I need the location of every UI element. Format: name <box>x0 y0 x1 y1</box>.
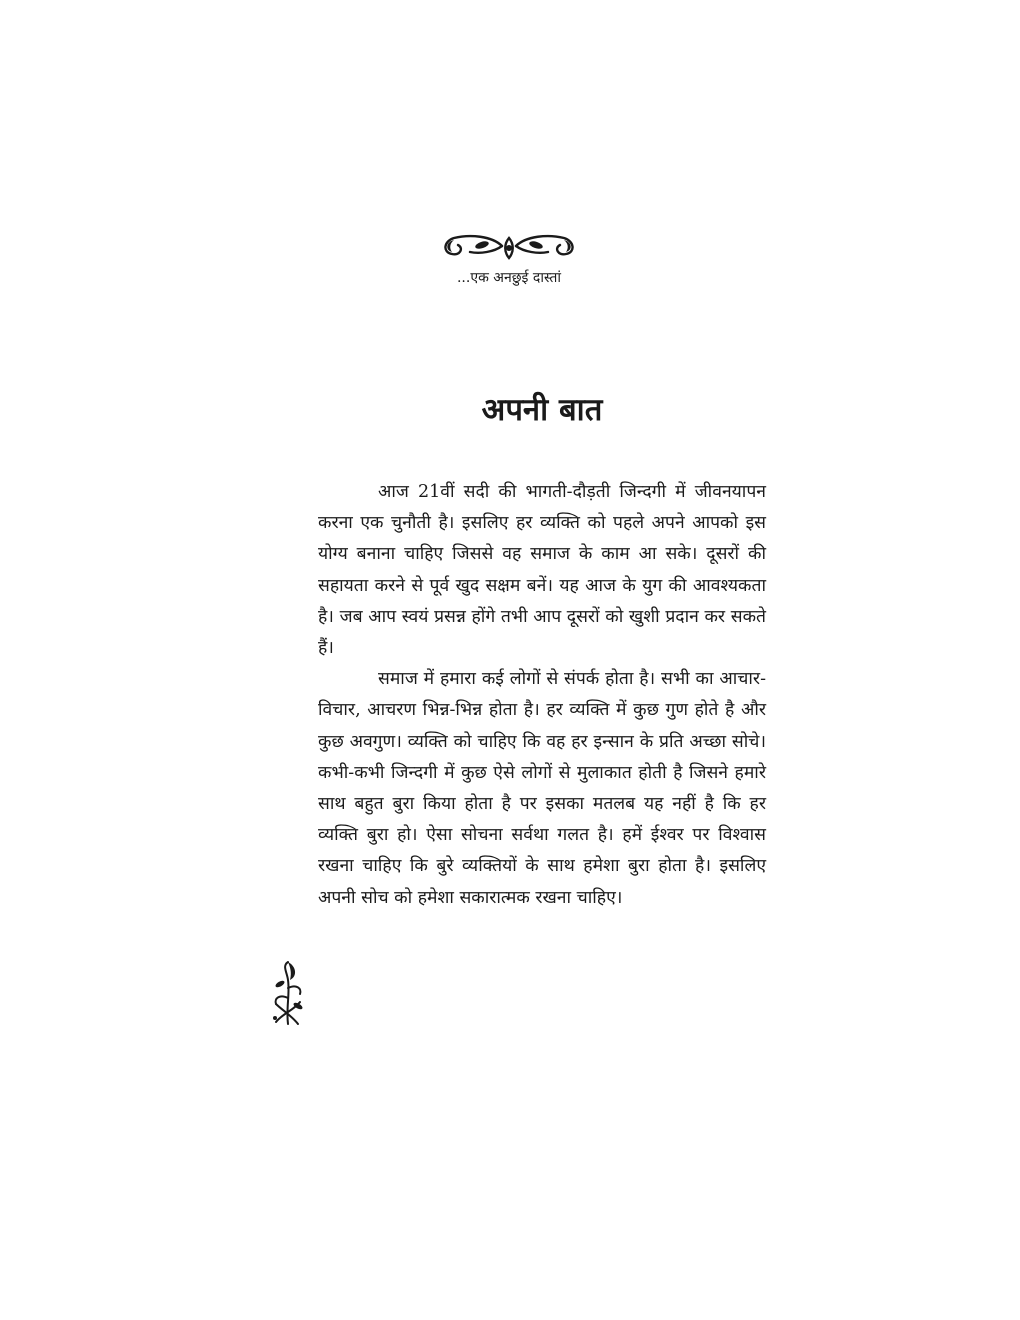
body-text <box>318 477 766 914</box>
floral-ornament-icon <box>268 958 308 1026</box>
paragraph: समाज में हमारा कई लोगों से संपर्क होता है। सभी का आचार-विचार, आचरण भिन्न-भिन्न होता है। हर व्यक्ति में कुछ गुण होते है और कुछ अवगुण। व्यक्ति को चाहिए कि वह हर इन्सान के प्रति अच्छा सोचे। कभी-कभी जिन्दगी में कुछ ऐसे लोगों से मुलाकात होती है जिसने हमारे साथ बहुत बुरा किया होता है पर इसका मतलब यह नहीं है कि हर व्यक्ति बुरा हो। ऐसा सोचना सर्वथा गलत है। हमें ईश्वर पर विश्वास रखना चाहिए कि बुरे व्यक्तियों के साथ हमेशा बुरा होता है। इसलिए अपनी सोच को हमेशा सकारात्मक रखना चाहिए। <box>318 669 766 908</box>
flourish-ornament-icon <box>440 232 578 264</box>
chapter-title: अपनी बात <box>481 392 603 428</box>
running-head: ...एक अनछुई दास्तां <box>456 270 561 286</box>
paragraph: आज 21वीं सदी की भागती-दौड़ती जिन्दगी में जीवनयापन करना एक चुनौती है। इसलिए हर व्यक्ति को पहले अपने आपको इस योग्य बनाना चाहिए जिससे वह समाज के काम आ सके। दूसरों की सहायता करने से पूर्व खुद सक्षम बनें। यह आज के युग की आवश्यकता है। जब आप स्वयं प्रसन्न होंगे तभी आप दूसरों को खुशी प्रदान कर सकते हैं। <box>318 482 766 659</box>
